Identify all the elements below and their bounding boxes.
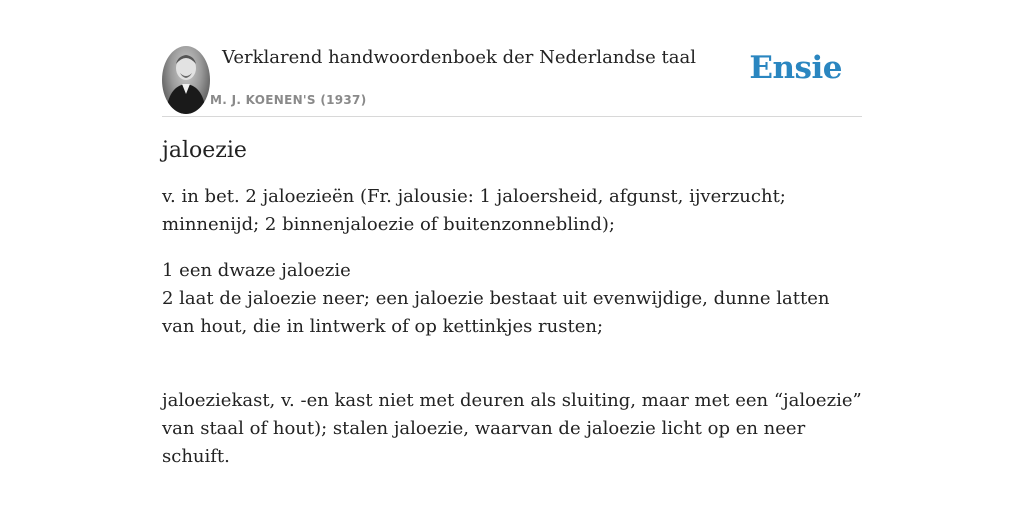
entry-examples — [162, 257, 862, 341]
entry-content — [162, 138, 862, 489]
entry-headword: jaloezie — [162, 138, 247, 163]
entry-definition: v. in bet. 2 jaloezieën (Fr. jalousie: 1 jaloersheid, afgunst, ijverzucht; minnenijd; 2 binnenjaloezie of buitenzonneblind); — [162, 186, 786, 235]
example-line: 1 een dwaze jaloezie — [162, 260, 351, 281]
brand-logo[interactable]: Ensie — [749, 50, 842, 86]
dictionary-header — [162, 44, 862, 117]
author-portrait-icon — [162, 46, 210, 114]
book-author: M. J. KOENEN'S (1937) — [210, 93, 367, 107]
spacer — [162, 359, 862, 387]
example-line: 2 laat de jaloezie neer; een jaloezie bestaat uit evenwijdige, dunne latten van hout, die in lintwerk of op kettinkjes rusten; — [162, 288, 830, 337]
entry-derivative: jaloeziekast, v. -en kast niet met deuren als sluiting, maar met een “jaloezie” van staal of hout); stalen jaloezie, waarvan de jaloezie licht op en neer schuift. — [162, 390, 862, 467]
book-title[interactable]: Verklarend handwoordenboek der Nederlandse taal — [222, 47, 696, 68]
